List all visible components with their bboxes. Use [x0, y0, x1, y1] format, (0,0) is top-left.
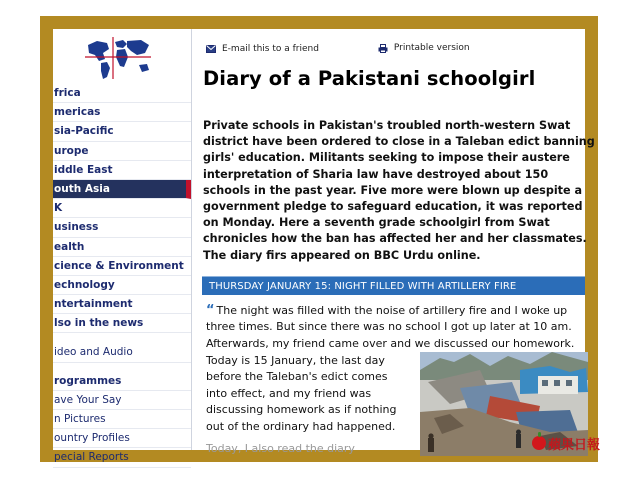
nav-item-video-and-audio[interactable]: ideo and Audio	[53, 343, 191, 362]
nav-item-technology[interactable]: echnology	[53, 276, 191, 295]
nav-item-europe[interactable]: urope	[53, 142, 191, 161]
quote-mark-icon: “	[206, 303, 215, 318]
article-area	[202, 29, 595, 455]
diary-body-text: Today is 15 January, the last day before the Taleban's edict comes into effect, and my friend was discussing homework as if nothing out of the ordinary had happened.	[206, 354, 397, 433]
sidebar	[53, 29, 192, 464]
diary-quote-text: The night was filled with the noise of artillery fire and I woke up three times. But since there was no school I got up later at 10 am. Afterwards, my friend came over and we discussed our homework.	[206, 304, 575, 350]
article-toolbar	[206, 43, 526, 57]
newspaper-watermark-logo	[532, 434, 600, 452]
print-link-label: Printable version	[393, 43, 470, 53]
nav-item-programmes[interactable]: rogrammes	[53, 372, 191, 391]
apple-logo-icon	[532, 436, 546, 450]
photo-frame	[40, 16, 601, 464]
envelope-icon	[206, 45, 216, 53]
world-map-logo-icon	[83, 35, 153, 81]
nav-item-special-reports[interactable]: pecial Reports	[53, 448, 191, 467]
diary-date-heading: THURSDAY JANUARY 15: NIGHT FILLED WITH ARTILLERY FIRE	[202, 276, 585, 295]
printer-icon	[378, 44, 388, 53]
webpage-screenshot	[53, 29, 595, 464]
diary-continued-text: Today, I also read the diary	[206, 442, 355, 455]
diary-quote	[206, 303, 596, 352]
article-title: Diary of a Pakistani schoolgirl	[203, 67, 536, 90]
watermark-text: 蘋果日報	[548, 437, 601, 453]
nav-item-health[interactable]: ealth	[53, 238, 191, 257]
nav-item-have-your-say[interactable]: ave Your Say	[53, 391, 191, 410]
nav-item-business[interactable]: usiness	[53, 218, 191, 237]
nav-item-country-profiles[interactable]: ountry Profiles	[53, 429, 191, 448]
nav-item-entertainment[interactable]: ntertainment	[53, 295, 191, 314]
print-link[interactable]	[378, 43, 470, 53]
nav-item-south-asia[interactable]: outh Asia	[53, 180, 191, 199]
nav-item-americas[interactable]: mericas	[53, 103, 191, 122]
nav-item-asia-pacific[interactable]: sia-Pacific	[53, 122, 191, 141]
nav-item-africa[interactable]: frica	[53, 84, 191, 103]
email-link[interactable]	[206, 44, 319, 54]
nav-item-in-pictures[interactable]: n Pictures	[53, 410, 191, 429]
nav-item-middle-east[interactable]: iddle East	[53, 161, 191, 180]
section-nav	[53, 84, 191, 468]
nav-item-uk[interactable]: K	[53, 199, 191, 218]
nav-item-also-in-the-news[interactable]: lso in the news	[53, 314, 191, 333]
nav-item-science-environment[interactable]: cience & Environment	[53, 257, 191, 276]
email-link-label: E-mail this to a friend	[222, 43, 319, 54]
article-intro: Private schools in Pakistan's troubled north-western Swat district have been ordered to close in a Taleban edict banning girls' education. Militants seeking to impose their austere interpretation of Sharia law have destroyed about 150 schools in the past year. Five more were blown up despite a government pledge to safeguard education, it was reported on Monday. Here a seventh grade schoolgirl from Swat chronicles how the ban has affected her and her classmates. The diary firs appeared on BBC Urdu online.	[203, 119, 595, 262]
